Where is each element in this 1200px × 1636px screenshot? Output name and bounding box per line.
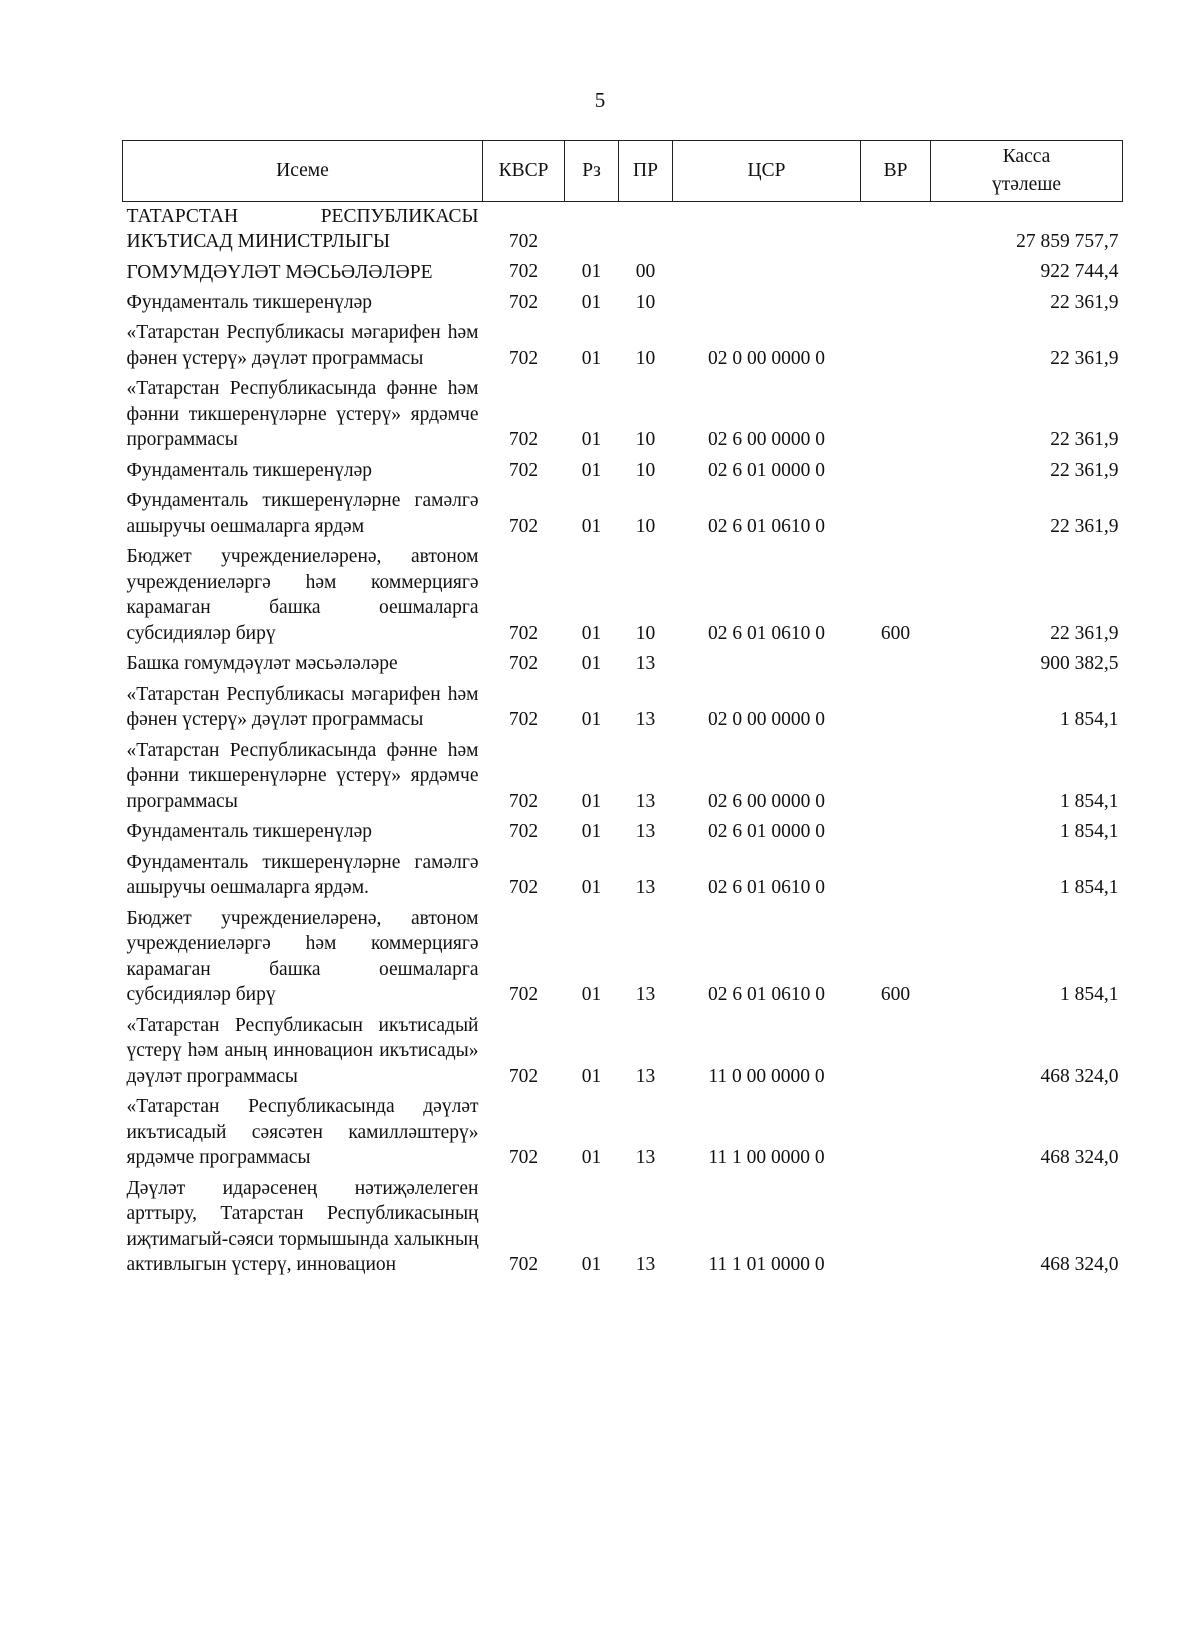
cell-rz: 01: [581, 429, 602, 450]
cell-csr: [673, 649, 861, 680]
cell-pr: 10: [635, 291, 656, 313]
cell-kvsr: 702: [508, 877, 539, 898]
cell-rz: 01: [581, 821, 602, 842]
cell-rz: 01: [581, 291, 602, 313]
table-row: [123, 486, 1123, 542]
cell-vr: [861, 456, 931, 487]
cell-pr: 10: [635, 429, 656, 450]
cell-name: «Татарстан Республикасы мәгарифен һәм фәнен үстерү» дәүләт программасы: [126, 322, 479, 369]
cell-csr: 11 1 01 0000 0: [708, 1254, 825, 1275]
cell-kvsr: 702: [508, 291, 539, 313]
cell-amount: 468 324,0: [1040, 1147, 1119, 1168]
cell-kvsr: 702: [508, 1147, 539, 1168]
table-body: [123, 202, 1123, 1281]
table-row: [123, 817, 1123, 848]
cell-kvsr: 702: [508, 230, 539, 252]
cell-amount: 468 324,0: [1040, 1254, 1119, 1275]
table-row: [123, 848, 1123, 904]
cell-amount: 900 382,5: [1040, 653, 1119, 674]
cell-rz: 01: [581, 709, 602, 730]
header-amount-line1: Касса: [1002, 146, 1051, 167]
cell-pr: 13: [635, 1147, 656, 1168]
cell-name: Бюджет учреждениеләренә, автоном учреждениеләргә һәм коммерциягә карамаган башка оешмаларга субсидияләр бирү: [126, 546, 479, 644]
cell-amount: 922 744,4: [1040, 261, 1119, 282]
cell-kvsr: 702: [508, 653, 539, 674]
table-row: [123, 736, 1123, 818]
cell-pr: 10: [635, 347, 656, 369]
cell-csr: 02 6 01 0000 0: [708, 821, 825, 842]
cell-kvsr: 702: [508, 1065, 539, 1087]
table-row: [123, 904, 1123, 1011]
cell-vr: [861, 257, 931, 288]
cell-csr: 02 0 00 0000 0: [708, 347, 825, 369]
cell-vr: [861, 1174, 931, 1281]
cell-name: Башка гомумдәүләт мәсьәләләре: [126, 653, 398, 674]
table-row: [123, 456, 1123, 487]
cell-amount: 1 854,1: [1060, 821, 1119, 842]
cell-name: Фундаменталь тикшеренүләрне гамәлгә ашыручы оешмаларга ярдәм.: [126, 851, 479, 898]
cell-name: Фундаменталь тикшеренүләр: [126, 291, 373, 313]
cell-rz: 01: [581, 622, 602, 644]
cell-name: «Татарстан Республикасын икътисадый үстерү һәм аның инновацион икътисады» дәүләт программасы: [126, 1014, 479, 1087]
cell-vr: [861, 318, 931, 374]
cell-vr: [861, 1011, 931, 1093]
cell-name: Бюджет учреждениеләренә, автоном учреждениеләргә һәм коммерциягә карамаган башка оешмаларга субсидияләр бирү: [126, 907, 479, 1005]
cell-kvsr: 702: [508, 1254, 539, 1275]
cell-vr: [861, 374, 931, 456]
cell-csr: [673, 202, 861, 258]
cell-rz: 01: [581, 515, 602, 537]
cell-kvsr: 702: [508, 429, 539, 450]
cell-kvsr: 702: [508, 347, 539, 369]
cell-rz: 01: [581, 261, 602, 282]
cell-pr: 13: [635, 1254, 656, 1275]
header-pr: ПР: [619, 141, 673, 202]
cell-vr: [861, 817, 931, 848]
cell-name: Фундаменталь тикшеренүләр: [126, 821, 373, 842]
cell-pr: [619, 202, 673, 258]
cell-name: «Татарстан Республикасы мәгарифен һәм фәнен үстерү» дәүләт программасы: [126, 683, 479, 730]
cell-name: Фундаменталь тикшеренүләрне гамәлгә ашыручы оешмаларга ярдәм: [126, 490, 479, 537]
cell-amount: 22 361,9: [1050, 429, 1119, 450]
cell-name: ГОМУМДӘҮЛӘТ МӘСЬӘЛӘЛӘРЕ: [126, 261, 433, 283]
cell-kvsr: 702: [508, 515, 539, 537]
cell-vr: [861, 202, 931, 258]
cell-vr: 600: [880, 622, 911, 644]
table-row: [123, 542, 1123, 649]
cell-amount: 22 361,9: [1050, 622, 1119, 644]
cell-amount: 468 324,0: [1040, 1065, 1119, 1087]
cell-pr: 13: [635, 821, 656, 842]
cell-vr: 600: [880, 984, 911, 1005]
cell-name: ТАТАРСТАН РЕСПУБЛИКАСЫ ИКЪТИСАД МИНИСТРЛЫГЫ: [126, 206, 479, 252]
cell-kvsr: 702: [508, 821, 539, 842]
header-csr: ЦСР: [673, 141, 861, 202]
cell-amount: 22 361,9: [1050, 459, 1119, 481]
table-row: [123, 288, 1123, 319]
table-row: [123, 374, 1123, 456]
cell-amount: 1 854,1: [1060, 877, 1119, 898]
header-amount-line2: үтәлеше: [992, 174, 1061, 195]
cell-pr: 00: [635, 261, 656, 282]
header-vr: ВР: [861, 141, 931, 202]
cell-rz: 01: [581, 653, 602, 674]
cell-rz: 01: [581, 1147, 602, 1168]
cell-vr: [861, 848, 931, 904]
cell-kvsr: 702: [508, 459, 539, 481]
table-row: [123, 1174, 1123, 1281]
table-row: [123, 680, 1123, 736]
header-rz: Рз: [565, 141, 619, 202]
cell-kvsr: 702: [508, 984, 539, 1005]
cell-csr: [673, 288, 861, 319]
table-row: [123, 1092, 1123, 1174]
cell-kvsr: 702: [508, 622, 539, 644]
budget-table: [122, 140, 1123, 1281]
header-amount: [931, 141, 1123, 202]
cell-csr: 02 0 00 0000 0: [708, 709, 825, 730]
cell-pr: 13: [635, 984, 656, 1005]
table-row: [123, 318, 1123, 374]
cell-pr: 10: [635, 459, 656, 481]
cell-vr: [861, 1092, 931, 1174]
cell-amount: 22 361,9: [1050, 291, 1119, 313]
cell-vr: [861, 680, 931, 736]
cell-rz: 01: [581, 877, 602, 898]
table-row: [123, 1011, 1123, 1093]
cell-name: Фундаменталь тикшеренүләр: [126, 459, 373, 481]
cell-csr: 02 6 01 0000 0: [708, 459, 825, 481]
cell-csr: [673, 257, 861, 288]
cell-csr: 11 1 00 0000 0: [708, 1147, 825, 1168]
cell-name: «Татарстан Республикасында фәнне һәм фәнни тикшеренүләрне үстерү» ярдәмче программасы: [126, 378, 479, 450]
cell-pr: 13: [635, 790, 656, 812]
cell-pr: 13: [635, 877, 656, 898]
table-row: [123, 257, 1123, 288]
cell-name: Дәүләт идарәсенең нәтиҗәлелеген арттыру, Татарстан Республикасының иҗтимагый-сәяси тормышында халыкның активлыгын үстерү, инновацион: [126, 1177, 479, 1275]
cell-csr: 02 6 01 0610 0: [708, 622, 825, 644]
cell-pr: 10: [635, 622, 656, 644]
cell-rz: 01: [581, 347, 602, 369]
cell-csr: 02 6 01 0610 0: [708, 984, 825, 1005]
cell-kvsr: 702: [508, 261, 539, 282]
cell-kvsr: 702: [508, 790, 539, 812]
cell-amount: 1 854,1: [1060, 984, 1119, 1005]
cell-pr: 13: [635, 653, 656, 674]
cell-amount: 27 859 757,7: [1016, 230, 1119, 252]
cell-csr: 02 6 01 0610 0: [708, 877, 825, 898]
cell-rz: 01: [581, 984, 602, 1005]
cell-rz: 01: [581, 1254, 602, 1275]
cell-rz: 01: [581, 1065, 602, 1087]
cell-csr: 02 6 01 0610 0: [708, 515, 825, 537]
cell-amount: 1 854,1: [1060, 790, 1119, 812]
cell-vr: [861, 486, 931, 542]
cell-amount: 22 361,9: [1050, 347, 1119, 369]
cell-rz: [565, 202, 619, 258]
cell-pr: 10: [635, 515, 656, 537]
cell-vr: [861, 736, 931, 818]
header-kvsr: КВСР: [483, 141, 565, 202]
cell-vr: [861, 288, 931, 319]
cell-amount: 1 854,1: [1060, 709, 1119, 730]
table-row: [123, 202, 1123, 258]
cell-pr: 13: [635, 1065, 656, 1087]
cell-amount: 22 361,9: [1050, 515, 1119, 537]
table-row: [123, 649, 1123, 680]
cell-csr: 11 0 00 0000 0: [708, 1065, 825, 1087]
cell-name: «Татарстан Республикасында фәнне һәм фәнни тикшеренүләрне үстерү» ярдәмче программасы: [126, 739, 479, 812]
cell-csr: 02 6 00 0000 0: [708, 790, 825, 812]
cell-vr: [861, 649, 931, 680]
page-number: 5: [594, 88, 606, 112]
cell-rz: 01: [581, 790, 602, 812]
cell-name: «Татарстан Республикасында дәүләт икътисадый сәясәтен камилләштерү» ярдәмче программасы: [126, 1096, 479, 1168]
cell-rz: 01: [581, 459, 602, 481]
cell-kvsr: 702: [508, 709, 539, 730]
table-header-row: [123, 141, 1123, 202]
cell-csr: 02 6 00 0000 0: [708, 429, 825, 450]
header-name: Исеме: [123, 141, 483, 202]
cell-pr: 13: [635, 709, 656, 730]
